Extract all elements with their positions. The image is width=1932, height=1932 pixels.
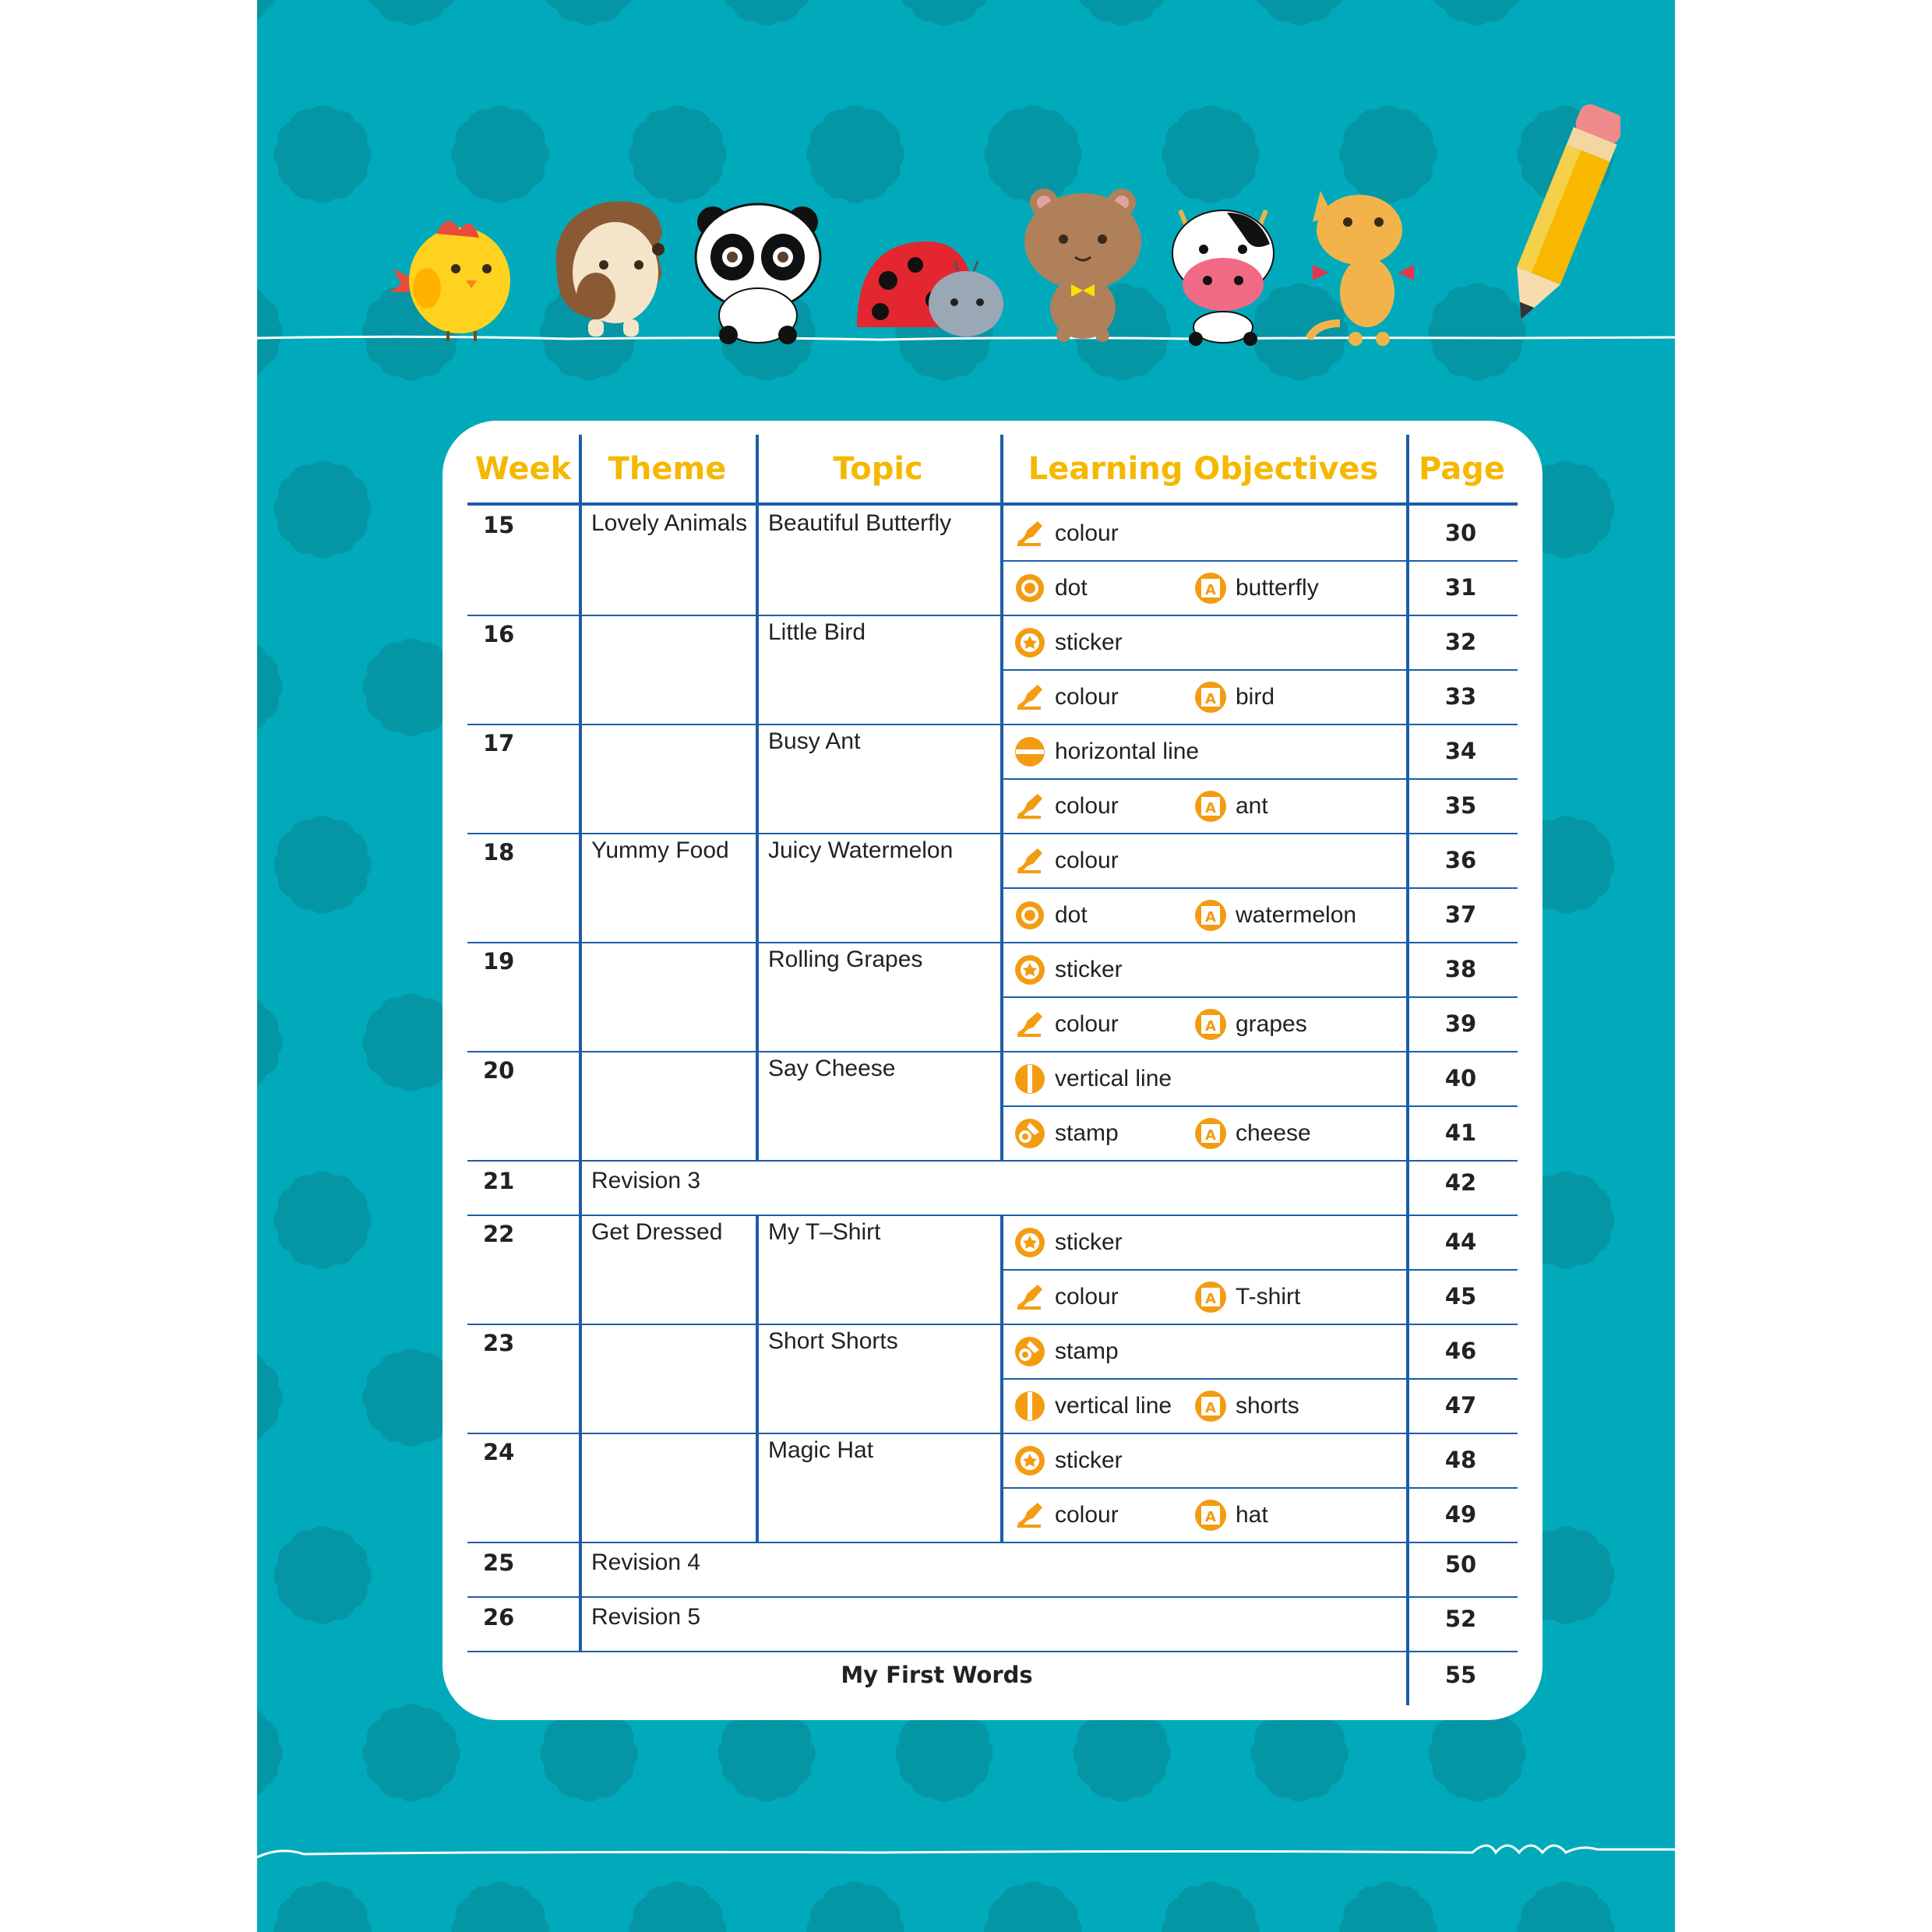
objective-item: [1013, 626, 1123, 660]
footer-page-number: 55: [1444, 1662, 1477, 1688]
objective-label: horizontal line: [1055, 739, 1200, 764]
objective-label: butterfly: [1236, 575, 1319, 601]
row-rule: [467, 1651, 1518, 1652]
theme-label: Lovely Animals: [591, 510, 748, 536]
week-number: 22: [483, 1221, 515, 1247]
objective-label: sticker: [1055, 1447, 1123, 1473]
objective-label: bird: [1236, 684, 1275, 710]
column-rule: [579, 435, 582, 502]
row-rule: [467, 1051, 1518, 1052]
row-rule: [1000, 778, 1518, 780]
column-rule: [1406, 1433, 1409, 1542]
column-rule: [1406, 1160, 1409, 1215]
objective-row: [1000, 1225, 1406, 1260]
topic-label: Rolling Grapes: [768, 947, 923, 972]
column-rule: [1000, 1215, 1003, 1324]
page-number: 30: [1444, 520, 1477, 546]
column-rule: [579, 833, 582, 942]
cow-illustration: [1165, 199, 1282, 347]
week-number: 26: [483, 1604, 515, 1631]
row-rule: [467, 724, 1518, 725]
book-page: [257, 0, 1675, 1932]
column-rule: [756, 942, 759, 1051]
page-number: 44: [1444, 1229, 1477, 1255]
objective-label: colour: [1055, 684, 1119, 710]
row-rule: [467, 1542, 1518, 1543]
objective-label: colour: [1055, 1502, 1119, 1528]
column-rule: [1406, 1651, 1409, 1705]
row-rule: [1000, 996, 1518, 998]
objective-item: [1193, 1498, 1268, 1532]
panda-illustration: [689, 199, 826, 347]
letter-a-icon: [1193, 1389, 1228, 1423]
column-rule: [1406, 615, 1409, 724]
colour-icon: [1013, 680, 1047, 714]
column-rule: [756, 724, 759, 833]
objective-label: dot: [1055, 575, 1088, 601]
letter-a-icon: [1193, 789, 1228, 823]
column-rule: [1406, 1215, 1409, 1324]
column-rule: [1406, 1542, 1409, 1596]
objective-row: [1000, 953, 1406, 987]
page-number: 37: [1444, 901, 1477, 928]
sticker-icon: [1013, 1225, 1047, 1260]
page-number: 52: [1444, 1606, 1477, 1632]
column-rule: [579, 615, 582, 724]
row-rule: [467, 1596, 1518, 1598]
objective-row: [1000, 844, 1406, 878]
objective-item: [1013, 1444, 1123, 1478]
svg-text:A: A: [1205, 1018, 1216, 1035]
objective-item: [1013, 680, 1119, 714]
objective-item: [1193, 1389, 1299, 1423]
header-topic: Topic: [833, 451, 923, 487]
page-number: 47: [1444, 1392, 1477, 1419]
revision-label: Revision 4: [591, 1549, 701, 1575]
header-theme: Theme: [608, 451, 727, 487]
dot-icon: [1013, 898, 1047, 933]
column-rule: [1406, 1324, 1409, 1433]
column-rule: [579, 1051, 582, 1160]
kangaroo-illustration: [1297, 183, 1422, 347]
letter-a-icon: [1193, 680, 1228, 714]
page-number: 39: [1444, 1010, 1477, 1037]
letter-a-icon: [1193, 1498, 1228, 1532]
objective-row: [1000, 626, 1406, 660]
objective-item: [1013, 735, 1199, 769]
column-rule: [756, 1324, 759, 1433]
topic-label: Short Shorts: [768, 1328, 898, 1354]
objective-label: watermelon: [1236, 902, 1357, 928]
column-rule: [579, 1160, 582, 1215]
column-rule: [579, 1542, 582, 1596]
objective-row: [1000, 735, 1406, 769]
column-rule: [1406, 1596, 1409, 1651]
objective-label: sticker: [1055, 1229, 1123, 1255]
page-number: 40: [1444, 1065, 1477, 1091]
colour-icon: [1013, 1280, 1047, 1314]
objective-row: [1000, 680, 1406, 714]
objective-label: colour: [1055, 1284, 1119, 1310]
column-rule: [1406, 506, 1409, 615]
week-number: 25: [483, 1549, 515, 1576]
column-rule: [579, 1215, 582, 1324]
svg-text:A: A: [1205, 1291, 1216, 1307]
column-rule: [756, 1215, 759, 1324]
page-number: 46: [1444, 1338, 1477, 1364]
page-number: 49: [1444, 1501, 1477, 1528]
row-rule: [467, 615, 1518, 616]
objective-item: [1013, 571, 1088, 605]
objective-row: [1000, 1007, 1406, 1042]
objective-item: [1013, 1334, 1119, 1369]
column-rule: [1000, 1324, 1003, 1433]
row-rule: [1000, 1378, 1518, 1380]
topic-label: My T–Shirt: [768, 1219, 881, 1245]
week-number: 18: [483, 839, 515, 866]
svg-text:A: A: [1205, 1127, 1216, 1144]
objective-item: [1193, 789, 1268, 823]
row-rule: [1000, 669, 1518, 671]
stamp-icon: [1013, 1116, 1047, 1151]
week-number: 17: [483, 730, 515, 756]
header-week: Week: [474, 451, 572, 487]
revision-label: Revision 3: [591, 1168, 701, 1193]
objective-label: vertical line: [1055, 1393, 1172, 1419]
objective-item: [1193, 1280, 1300, 1314]
objective-row: [1000, 789, 1406, 823]
objective-label: colour: [1055, 1011, 1119, 1037]
row-rule: [1000, 887, 1518, 889]
objective-row: [1000, 898, 1406, 933]
column-rule: [579, 1596, 582, 1651]
objective-item: [1013, 844, 1119, 878]
horizontal-line-icon: [1013, 735, 1047, 769]
row-rule: [1000, 1487, 1518, 1489]
column-rule: [756, 435, 759, 502]
row-rule: [467, 1433, 1518, 1434]
page-number: 45: [1444, 1283, 1477, 1310]
column-rule: [1000, 942, 1003, 1051]
objective-label: T-shirt: [1236, 1284, 1301, 1310]
objective-item: [1193, 1116, 1311, 1151]
row-rule: [467, 1324, 1518, 1325]
bear-illustration: [1021, 183, 1145, 343]
objective-item: [1013, 1007, 1119, 1042]
column-rule: [1000, 615, 1003, 724]
column-rule: [1000, 724, 1003, 833]
column-rule: [756, 1051, 759, 1160]
objective-label: colour: [1055, 848, 1119, 873]
objective-label: sticker: [1055, 629, 1123, 655]
topic-label: Juicy Watermelon: [768, 837, 954, 863]
objective-row: [1000, 1280, 1406, 1314]
vertical-line-icon: [1013, 1389, 1047, 1423]
page-number: 41: [1444, 1119, 1477, 1146]
objective-label: dot: [1055, 902, 1088, 928]
objective-label: vertical line: [1055, 1066, 1172, 1091]
page-number: 35: [1444, 792, 1477, 819]
dot-icon: [1013, 571, 1047, 605]
objective-item: [1013, 1116, 1119, 1151]
row-rule: [467, 1215, 1518, 1216]
column-rule: [1406, 1051, 1409, 1160]
week-number: 16: [483, 621, 515, 647]
colour-icon: [1013, 1498, 1047, 1532]
letter-a-icon: [1193, 571, 1228, 605]
ladybug-illustration: [849, 234, 1005, 343]
column-rule: [1406, 942, 1409, 1051]
week-number: 24: [483, 1439, 515, 1465]
column-rule: [756, 1433, 759, 1542]
objective-item: [1013, 1280, 1119, 1314]
footer-label: My First Words: [841, 1662, 1033, 1688]
column-rule: [579, 1433, 582, 1542]
objective-item: [1013, 898, 1088, 933]
svg-text:A: A: [1205, 800, 1216, 816]
revision-label: Revision 5: [591, 1604, 701, 1630]
column-rule: [756, 833, 759, 942]
objective-label: hat: [1236, 1502, 1268, 1528]
row-rule: [1000, 560, 1518, 562]
pencil-illustration: [1504, 93, 1620, 343]
objective-item: [1013, 516, 1119, 551]
sticker-icon: [1013, 626, 1047, 660]
week-number: 23: [483, 1330, 515, 1356]
objective-label: shorts: [1236, 1393, 1299, 1419]
column-rule: [579, 1324, 582, 1433]
header-objectives: Learning Objectives: [1028, 451, 1379, 487]
letter-a-icon: [1193, 898, 1228, 933]
column-rule: [579, 506, 582, 615]
column-rule: [579, 724, 582, 833]
objective-item: [1013, 1498, 1119, 1532]
objective-row: [1000, 1389, 1406, 1423]
svg-text:A: A: [1205, 909, 1216, 925]
objective-row: [1000, 1116, 1406, 1151]
svg-text:A: A: [1205, 582, 1216, 598]
week-number: 21: [483, 1168, 515, 1194]
svg-text:A: A: [1205, 1400, 1216, 1416]
column-rule: [1000, 1051, 1003, 1160]
page-number: 38: [1444, 956, 1477, 982]
column-rule: [1406, 724, 1409, 833]
chick-illustration: [390, 203, 522, 343]
week-number: 19: [483, 948, 515, 975]
page-number: 31: [1444, 574, 1477, 601]
svg-text:A: A: [1205, 1509, 1216, 1525]
objective-label: stamp: [1055, 1338, 1119, 1364]
sticker-icon: [1013, 953, 1047, 987]
letter-a-icon: [1193, 1007, 1228, 1042]
row-rule: [1000, 1105, 1518, 1107]
objective-label: grapes: [1236, 1011, 1307, 1037]
theme-label: Get Dressed: [591, 1219, 723, 1245]
page-number: 34: [1444, 738, 1477, 764]
bottom-rope-line: [257, 1839, 1675, 1870]
row-rule: [1000, 1269, 1518, 1271]
objective-label: cheese: [1236, 1120, 1311, 1146]
objective-row: [1000, 1334, 1406, 1369]
column-rule: [1406, 435, 1409, 502]
objective-row: [1000, 516, 1406, 551]
page-number: 36: [1444, 847, 1477, 873]
objective-label: colour: [1055, 793, 1119, 819]
objective-row: [1000, 1498, 1406, 1532]
row-rule: [467, 833, 1518, 834]
column-rule: [1000, 435, 1003, 502]
row-rule: [467, 942, 1518, 943]
page-number: 42: [1444, 1169, 1477, 1196]
objective-label: ant: [1236, 793, 1268, 819]
objective-item: [1013, 1062, 1172, 1096]
topic-label: Busy Ant: [768, 728, 861, 754]
stamp-icon: [1013, 1334, 1047, 1369]
objective-item: [1193, 1007, 1307, 1042]
week-number: 15: [483, 512, 515, 538]
sticker-icon: [1013, 1444, 1047, 1478]
theme-label: Yummy Food: [591, 837, 729, 863]
objective-item: [1013, 953, 1123, 987]
objective-item: [1013, 789, 1119, 823]
column-rule: [1000, 506, 1003, 615]
colour-icon: [1013, 789, 1047, 823]
colour-icon: [1013, 844, 1047, 878]
hedgehog-illustration: [541, 187, 666, 343]
page-number: 48: [1444, 1447, 1477, 1473]
header-rule: [467, 502, 1518, 506]
column-rule: [1000, 833, 1003, 942]
objective-row: [1000, 571, 1406, 605]
column-rule: [1406, 833, 1409, 942]
column-rule: [756, 506, 759, 615]
letter-a-icon: [1193, 1280, 1228, 1314]
objective-item: [1013, 1225, 1123, 1260]
objective-item: [1193, 898, 1356, 933]
objective-label: colour: [1055, 520, 1119, 546]
column-rule: [1000, 1433, 1003, 1542]
objective-item: [1013, 1389, 1172, 1423]
page-number: 32: [1444, 629, 1477, 655]
topic-label: Say Cheese: [768, 1056, 896, 1081]
header-page: Page: [1419, 451, 1505, 487]
objective-row: [1000, 1062, 1406, 1096]
colour-icon: [1013, 516, 1047, 551]
objective-item: [1193, 680, 1274, 714]
page-number: 50: [1444, 1551, 1477, 1578]
objective-item: [1193, 571, 1319, 605]
vertical-line-icon: [1013, 1062, 1047, 1096]
svg-text:A: A: [1205, 691, 1216, 707]
colour-icon: [1013, 1007, 1047, 1042]
objective-label: sticker: [1055, 957, 1123, 982]
topic-label: Beautiful Butterfly: [768, 510, 952, 536]
contents-table-card: [442, 421, 1542, 1720]
topic-label: Little Bird: [768, 619, 866, 645]
page-number: 33: [1444, 683, 1477, 710]
topic-label: Magic Hat: [768, 1437, 874, 1463]
letter-a-icon: [1193, 1116, 1228, 1151]
row-rule: [467, 1160, 1518, 1162]
week-number: 20: [483, 1057, 515, 1084]
column-rule: [756, 615, 759, 724]
objective-row: [1000, 1444, 1406, 1478]
column-rule: [579, 942, 582, 1051]
objective-label: stamp: [1055, 1120, 1119, 1146]
